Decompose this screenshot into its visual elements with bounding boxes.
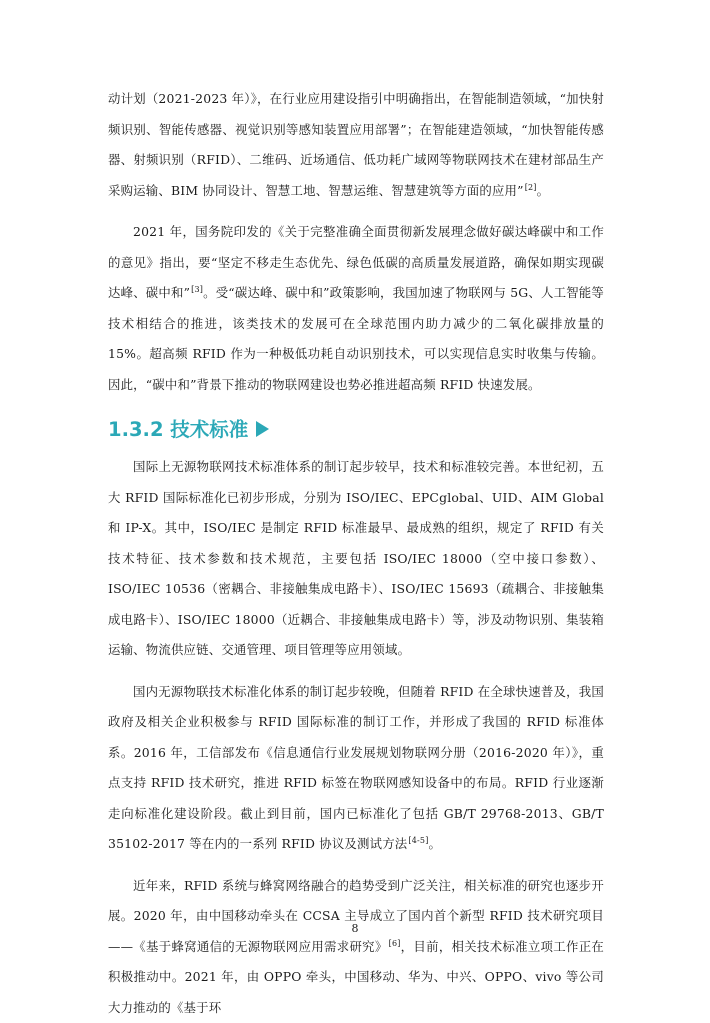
paragraph-4 [108,677,604,860]
section-title: 1.3.2 技术标准 [108,414,248,442]
paragraph-tail: 。 [537,183,550,198]
paragraph-text: 近年来，RFID 系统与蜂窝网络融合的趋势受到广泛关注，相关标准的研究也逐步开展。2020 年，由中国移动牵头在 CCSA 主导成立了国内首个新型 RFID 技术研究项目——《基于蜂窝通信的无源物联网应用需求研究》 [108,878,604,954]
paragraph-tail: ，目前，相关技术标准立项工作正在积极推动中。2021 年，由 OPPO 牵头，中国移动、华为、中兴、OPPO、vivo 等公司大力推动的《基于环 [108,939,604,1015]
paragraph-text: 国际上无源物联网技术标准体系的制订起步较早，技术和标准较完善。本世纪初，五大 RFID 国际标准化已初步形成，分别为 ISO/IEC、EPCglobal、UID、AIM Global 和 IP-X。其中，ISO/IEC 是制定 RFID 标准最早、最成熟的组织，规定了 RFID 有关技术特征、技术参数和技术规范，主要包括 ISO/IEC 18000（空中接口参数）、ISO/IEC 10536（密耦合、非接触集成电路卡）、ISO/IEC 15693（疏耦合、非接触集成电路卡）、ISO/IEC 18000（近耦合、非接触集成电路卡）等，涉及动物识别、集装箱运输、物流供应链、交通管理、项目管理等应用领域。 [108,459,604,657]
citation-marker: [2] [525,183,537,192]
paragraph-tail: 。受“碳达峰、碳中和”政策影响，我国加速了物联网与 5G、人工智能等技术相结合的推进，该类技术的发展可在全球范围内助力减少的二氧化碳排放量的 15%。超高频 RFID 作为一种极低功耗自动识别技术，可以实现信息实时收集与传输。因此，“碳中和”背景下推动的物联网建设也势必推进超高频 RFID 快速发展。 [108,285,604,392]
paragraph-2 [108,217,604,400]
page-number: 8 [0,922,710,935]
paragraph-5 [108,871,604,1023]
citation-marker: [3] [191,285,203,294]
paragraph-tail: 。 [429,836,442,851]
citation-marker: [6] [389,939,401,948]
paragraph-text: 2021 年，国务院印发的《关于完整准确全面贯彻新发展理念做好碳达峰碳中和工作的意见》指出，要“坚定不移走生态优先、绿色低碳的高质量发展道路，确保如期实现碳达峰、碳中和” [108,224,604,300]
triangle-right-icon [256,421,269,437]
section-heading [108,412,604,444]
paragraph-text: 国内无源物联技术标准化体系的制订起步较晚，但随着 RFID 在全球快速普及，我国政府及相关企业积极参与 RFID 国际标准的制订工作，并形成了我国的 RFID 标准体系。2016 年，工信部发布《信息通信行业发展规划物联网分册（2016-2020 年）》，重点支持 RFID 技术研究，推进 RFID 标签在物联网感知设备中的布局。RFID 行业逐渐走向标准化建设阶段。截止到目前，国内已标准化了包括 GB/T 29768-2013、GB/T 35102-2017 等在内的一系列 RFID 协议及测试方法 [108,684,604,852]
paragraph-1 [108,84,604,206]
citation-marker: [4-5] [408,836,428,845]
paragraph-3 [108,452,604,666]
page-content [108,84,604,1023]
paragraph-text: 动计划（2021-2023 年）》，在行业应用建设指引中明确指出，在智能制造领域，“加快射频识别、智能传感器、视觉识别等感知装置应用部署”；在智能建造领域，“加快智能传感器、射频识别（RFID）、二维码、近场通信、低功耗广域网等物联网技术在建材部品生产采购运输、BIM 协同设计、智慧工地、智慧运维、智慧建筑等方面的应用” [108,91,604,198]
